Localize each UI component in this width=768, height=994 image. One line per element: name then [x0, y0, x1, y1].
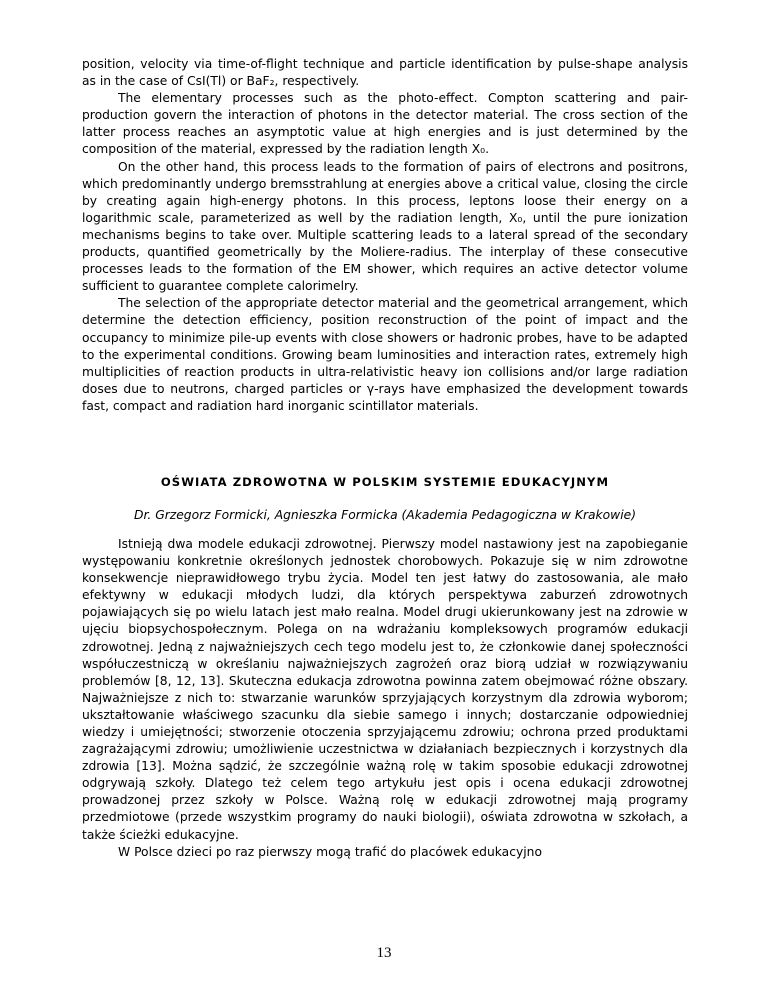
body-paragraph: position, velocity via time-of-flight technique and particle identification by pulse-shape analysis as in the case of CsI(Tl) or BaF₂, respectively. [82, 57, 688, 89]
article-title: OŚWIATA ZDROWOTNA W POLSKIM SYSTEMIE EDUKACYJNYM [160, 474, 610, 489]
body-paragraph: The elementary processes such as the photo-effect. Compton scattering and pair-production govern the interaction of photons in the detector material. The cross section of the latter process reaches an asymptotic value at high energies and is just determined by the composition of the material, expressed by the radiation length X₀. [82, 91, 688, 157]
body-paragraph: On the other hand, this process leads to the formation of pairs of electrons and positrons, which predominantly undergo bremsstrahlung at energies above a critical value, closing the circle by creating again high-energy photons. In this process, leptons loose their energy on a logarithmic scale, parameterized as well by the radiation length, X₀, until the pure ionization mechanisms begins to take over. Multiple scattering leads to a lateral spread of the secondary products, quantified geometrically by the Moliere-radius. The interplay of these consecutive processes leads to the formation of the EM shower, which requires an active detector volume sufficient to guarantee complete calorimelry. [82, 159, 688, 294]
document-page [82, 56, 688, 861]
body-paragraph: W Polsce dzieci po raz pierwszy mogą trafić do placówek edukacyjno [118, 844, 542, 859]
article-authors: Dr. Grzegorz Formicki, Agnieszka Formicka (Akademia Pedagogiczna w Krakowie) [133, 507, 637, 522]
body-paragraph: Istnieją dwa modele edukacji zdrowotnej. Pierwszy model nastawiony jest na zapobieganie występowaniu konkretnie określonych jednostek chorobowych. Pokazuje się w nim zdrowotne konsekwencje nieprawidłowego trybu życia. Model ten jest łatwy do zastosowania, ale mało efektywny w edukacji młodych ludzi, dla których perspektywa zaburzeń zdrowotnych pojawiających się po wielu latach jest mało realna. Model drugi ukierunkowany jest na zdrowie w ujęciu biopsychospołecznym. Polega on na wdrażaniu kompleksowych programów edukacji zdrowotnej. Jedną z najważniejszych cech tego modelu jest to, że członkowie danej społeczności współuczestniczą w określaniu najważniejszych zagrożeń oraz biorą udział w rozwiązywaniu problemów [8, 12, 13]. Skuteczna edukacja zdrowotna powinna zatem obejmować różne obszary. Najważniejsze z nich to: stwarzanie warunków sprzyjających korzystnym dla zdrowia wyborom; ukształtowanie właściwego szacunku dla siebie samego i innych; dostarczanie odpowiedniej wiedzy i umiejętności; stworzenie otoczenia sprzyjającemu zdrowiu; ochrona przed produktami zagrażającymi zdrowiu; umożliwienie uczestnictwa w działaniach bezpiecznych i korzystnych dla zdrowia [13]. Można sądzić, że szczególnie ważną rolę w takim sposobie edukacji zdrowotnej odgrywają szkoły. Dlatego też celem tego artykułu jest opis i ocena edukacji zdrowotnej prowadzonej przez szkoły w Polsce. Ważną rolę w edukacji zdrowotnej mają programy przedmiotowe (przede wszystkim programy do nauki biologii), oświata zdrowotna w szkołach, a także ścieżki edukacyjne. [82, 536, 688, 842]
body-paragraph: The selection of the appropriate detector material and the geometrical arrangement, which determine the detection efficiency, position reconstruction of the point of impact and the occupancy to minimize pile-up events with close showers or hadronic probes, have to be adapted to the experimental conditions. Growing beam luminosities and interaction rates, extremely high multiplicities of reaction products in ultra-relativistic heavy ion collisions and/or large radiation doses due to neutrons, charged particles or γ-rays have emphasized the development towards fast, compact and radiation hard inorganic scintillator materials. [82, 296, 688, 413]
page-number: 13 [376, 945, 392, 961]
section-spacer [82, 415, 688, 473]
